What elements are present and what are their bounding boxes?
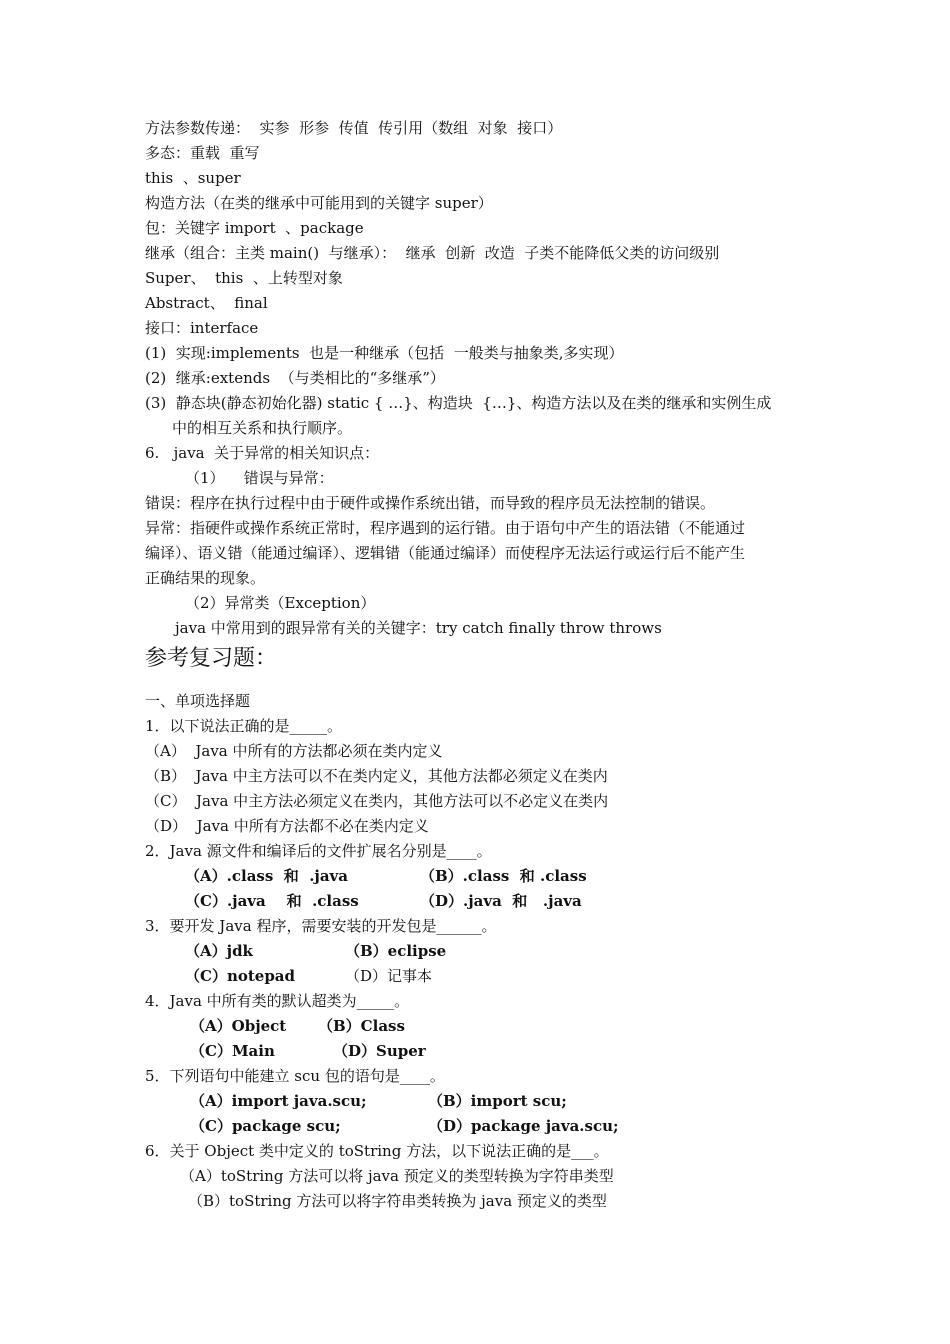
option-b: （B）eclipse	[345, 942, 447, 960]
note-line: 异常：指硬件或操作系统正常时，程序遇到的运行错。由于语句中产生的语法错（不能通过	[145, 519, 746, 537]
option-c: （C）.java 和 .class	[185, 892, 359, 910]
note-line: 正确结果的现象。	[145, 569, 266, 587]
option-d: （D）Super	[333, 1042, 426, 1060]
note-line: java 中常用到的跟异常有关的关键字：try catch finally throw throws	[175, 619, 662, 637]
note-line: (2) 继承:extends （与类相比的“多继承”）	[145, 369, 445, 387]
option-b: （B） Java 中主方法可以不在类内定义，其他方法都必须定义在类内	[145, 767, 608, 785]
option-d: （D）记事本	[345, 967, 433, 985]
note-line: 多态：重载 重写	[145, 144, 260, 162]
note-line: 方法参数传递： 实参 形参 传值 传引用（数组 对象 接口）	[145, 119, 563, 137]
note-line: （2）异常类（Exception）	[185, 594, 376, 612]
option-b: （B）.class 和 .class	[420, 867, 587, 885]
note-line: 编译）、语义错（能通过编译）、逻辑错（能通过编译）而使程序无法运行或运行后不能产生	[145, 544, 746, 562]
option-b: （B）toString 方法可以将字符串类转换为 java 预定义的类型	[188, 1192, 607, 1210]
note-line: （1） 错误与异常：	[185, 469, 334, 487]
option-a: （A）Object	[190, 1017, 287, 1035]
note-line: this 、super	[145, 169, 241, 187]
option-d: （D） Java 中所有方法都不必在类内定义	[145, 817, 429, 835]
option-b: （B）import scu;	[428, 1092, 567, 1110]
option-a: （A）toString 方法可以将 java 预定义的类型转换为字符串类型	[180, 1167, 614, 1185]
option-c: （C）Main	[190, 1042, 275, 1060]
option-d: （D）.java 和 .java	[420, 892, 582, 910]
note-line: (3) 静态块(静态初始化器) static { …}、构造块 {…}、构造方法以及在类的继承和实例生成	[145, 394, 772, 412]
option-a: （A）import java.scu;	[190, 1092, 367, 1110]
option-c: （C） Java 中主方法必须定义在类内，其他方法可以不必定义在类内	[145, 792, 609, 810]
question-6: 6．关于 Object 类中定义的 toString 方法，以下说法正确的是___。	[145, 1142, 609, 1160]
question-3: 3．要开发 Java 程序，需要安装的开发包是______。	[145, 917, 497, 935]
section-title: 一、单项选择题	[145, 692, 251, 710]
note-line: (1) 实现:implements 也是一种继承（包括 一般类与抽象类,多实现）	[145, 344, 624, 362]
note-line: 包：关键字 import 、package	[145, 219, 364, 237]
review-heading: 参考复习题：	[145, 646, 278, 671]
note-line: 6. java 关于异常的相关知识点：	[145, 444, 380, 462]
option-c: （C）package scu;	[190, 1117, 341, 1135]
note-line: 中的相互关系和执行顺序。	[172, 419, 353, 437]
option-d: （D）package java.scu;	[428, 1117, 619, 1135]
question-2: 2．Java 源文件和编译后的文件扩展名分别是____。	[145, 842, 492, 860]
question-4: 4．Java 中所有类的默认超类为_____。	[145, 992, 410, 1010]
option-a: （A） Java 中所有的方法都必须在类内定义	[145, 742, 443, 760]
option-a: （A）.class 和 .java	[185, 867, 348, 885]
note-line: Super、 this 、上转型对象	[145, 269, 343, 287]
option-a: （A）jdk	[185, 942, 253, 960]
note-line: 错误：程序在执行过程中由于硬件或操作系统出错，而导致的程序员无法控制的错误。	[145, 494, 716, 512]
note-line: 接口：interface	[145, 319, 259, 337]
option-b: （B）Class	[318, 1017, 405, 1035]
note-line: Abstract、 final	[145, 294, 268, 312]
option-c: （C）notepad	[185, 967, 296, 985]
note-line: 继承（组合：主类 main() 与继承）： 继承 创新 改造 子类不能降低父类的访问级别	[145, 244, 720, 262]
question-1: 1．以下说法正确的是_____。	[145, 717, 343, 735]
question-5: 5．下列语句中能建立 scu 包的语句是____。	[145, 1067, 445, 1085]
note-line: 构造方法（在类的继承中可能用到的关键字 super）	[145, 194, 493, 212]
